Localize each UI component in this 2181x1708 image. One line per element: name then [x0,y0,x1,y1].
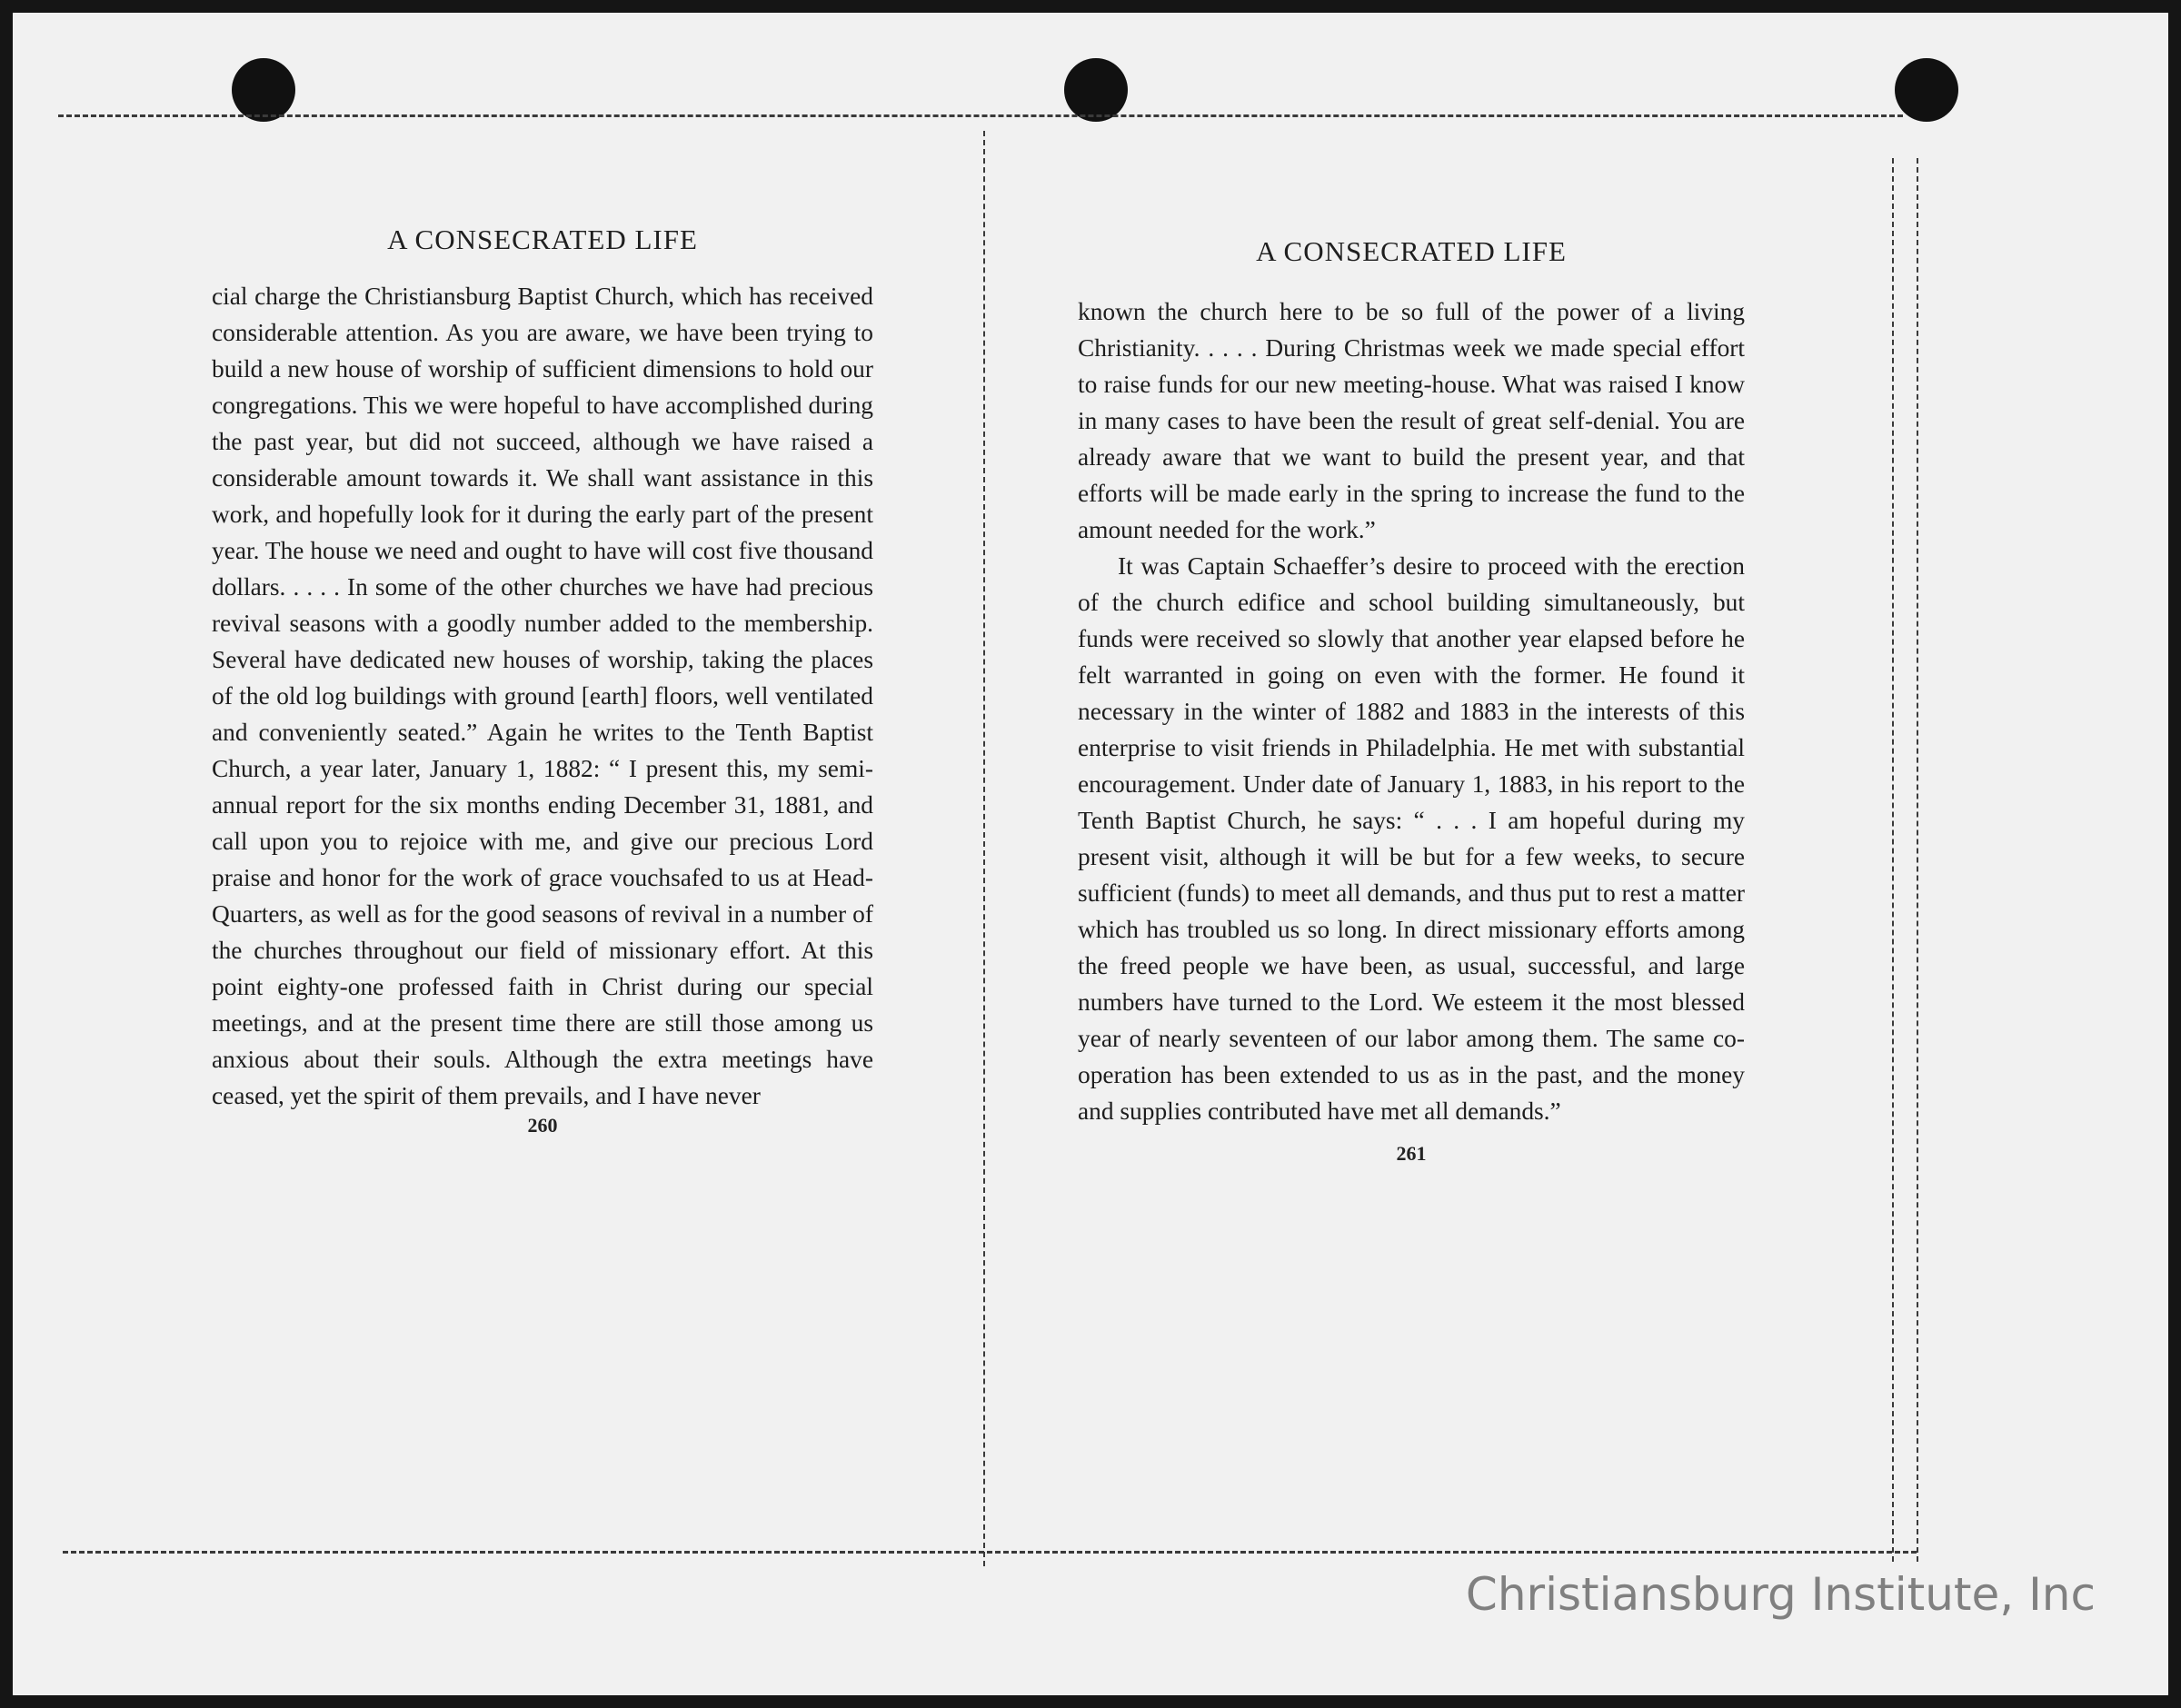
punch-hole-right [1895,58,1958,122]
right-paragraph-1: known the church here to be so full of the power of a living Christianity. . . . . During Christmas week we made special effort to raise funds for our new meeting-house. What was raised I know in many cases to have been the result of great self-denial. You are already aware that we want to build the present year, and that efforts will be made early in the spring to increase the fund to the amount needed for the work.” [1078,298,1745,543]
left-page-text [212,278,873,1114]
watermark-text: Christiansburg Institute, Inc [1465,1568,2096,1621]
right-edge-line [1892,158,1894,1562]
top-fold-line [58,114,1903,117]
punch-hole-left [232,58,295,122]
right-page [1078,235,1745,1166]
left-page [212,223,873,1137]
right-running-head: A CONSECRATED LIFE [1256,235,1567,267]
right-page-number: 261 [1396,1142,1427,1165]
left-paragraph: cial charge the Christiansburg Baptist Church, which has received considerable attention. As you are aware, we have been trying to build a new house of worship of sufficient dimensions to hold our congregations. This we were hopeful to have accomplished during the past year, but did not succeed, although we have raised a considerable amount towards it. We shall want assistance in this work, and hopefully look for it during the early part of the present year. The house we need and ought to have will cost five thousand dollars. . . . . In some of the other churches we have had precious revival seasons with a goodly number added to the membership. Several have dedicated new houses of worship, taking the places of the old log buildings with ground [earth] floors, well ventilated and conveniently seated.” Again he writes to the Tenth Baptist Church, a year later, January 1, 1882: “ I present this, my semi-annual report for the six months ending December 31, 1881, and call upon you to rejoice with me, and give our precious Lord praise and honor for the work of grace vouchsafed to us at Head-Quarters, as well as for the good seasons of revival in a number of the churches throughout our field of missionary effort. At this point eighty-one professed faith in Christ during our special meetings, and at the present time there are still those among us anxious about their souls. Although the extra meetings have ceased, yet the spirit of them prevails, and I have never [212,283,873,1109]
left-page-number: 260 [527,1114,558,1137]
right-paragraph-2: It was Captain Schaeffer’s desire to proceed with the erection of the church edifice and school building simultaneously, but funds were received so slowly that another year elapsed before he felt warranted in going on even with the former. He found it necessary in the winter of 1882 and 1883 in the interests of this enterprise to visit friends in Philadelphia. He met with substantial encouragement. Under date of January 1, 1883, in his report to the Tenth Baptist Church, he says: “ . . . I am hopeful during my present visit, although it will be but for a few weeks, to secure sufficient (funds) to meet all demands, and thus put to rest a matter which has troubled us so long. In direct missionary efforts among the freed people we have been, as usual, successful, and large numbers have turned to the Lord. We esteem it the most blessed year of nearly seventeen of our labor among them. The same co-operation has been extended to us as in the past, and the money and supplies contributed have met all demands.” [1078,552,1745,1125]
bottom-fold-line [63,1551,1917,1554]
right-edge-line-2 [1917,158,1918,1562]
punch-hole-center [1064,58,1128,122]
scanned-sheet [13,13,2168,1695]
right-page-text [1078,293,1745,1129]
center-fold-line [983,131,985,1566]
left-running-head: A CONSECRATED LIFE [387,223,698,255]
